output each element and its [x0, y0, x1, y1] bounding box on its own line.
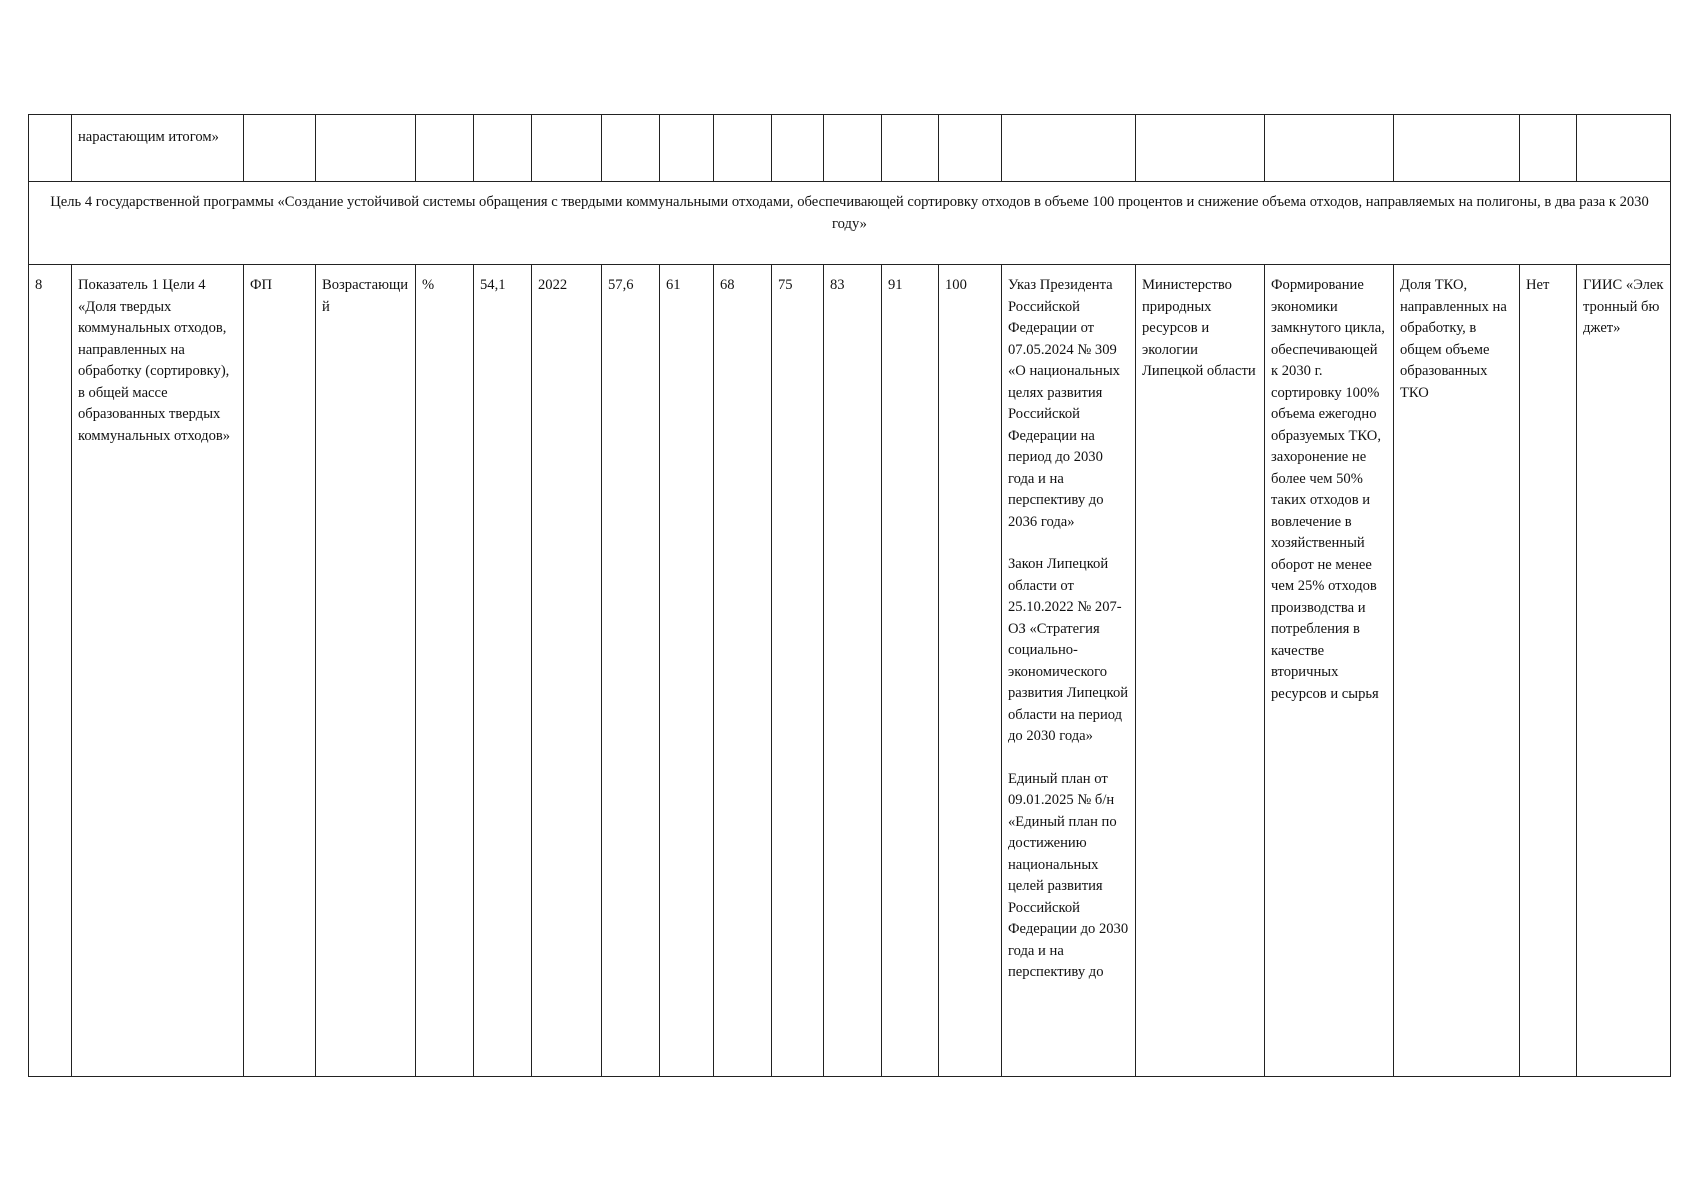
indicator-row [29, 265, 1671, 1077]
cell-empty [824, 115, 882, 182]
goal-text: Цель 4 государственной программы «Создание устойчивой системы обращения с твердыми коммунальными отходами, обеспечивающей сортировку отходов в объеме 100 процентов и снижение объема отходов, направляемых на полигоны, в два раза к 2030 году» [29, 182, 1671, 265]
cell-empty [882, 115, 939, 182]
indicator-value-6: 91 [882, 265, 939, 1077]
document-2: Закон Липецкой области от 25.10.2022 № 207-ОЗ «Стратегия социально-экономического развития Липецкой области на период до 2030 года» [1008, 556, 1129, 744]
cell-empty [602, 115, 660, 182]
cell-empty [714, 115, 772, 182]
indicator-number: 8 [29, 265, 72, 1077]
cell-empty [939, 115, 1002, 182]
indicator-base-value: 54,1 [474, 265, 532, 1077]
indicator-national-goal: Формирование экономики замкнутого цикла, обеспечивающей к 2030 г. сортировку 100% объема ежегодно образуемых ТКО, захоронение не более чем 50% таких отходов и вовлечение в хозяйственный оборот не менее чем 25% отходов производства и потребления в качестве вторичных ресурсов и сырья [1265, 265, 1394, 1077]
cell-empty [660, 115, 714, 182]
cell-empty [244, 115, 316, 182]
indicator-gis-flag: Нет [1520, 265, 1577, 1077]
indicator-unit: % [416, 265, 474, 1077]
goal-row [29, 182, 1671, 265]
indicator-value-1: 57,6 [602, 265, 660, 1077]
cell-empty [1136, 115, 1265, 182]
cell-name-tail: нарастающим итогом» [72, 115, 244, 182]
indicator-responsible: Министерство природных ресурсов и экологии Липецкой области [1136, 265, 1265, 1077]
cell-number [29, 115, 72, 182]
indicators-table [28, 114, 1671, 1077]
indicator-national-indicator: Доля ТКО, направленных на обработку, в общем объеме образованных ТКО [1394, 265, 1520, 1077]
indicator-base-year: 2022 [532, 265, 602, 1077]
cell-empty [316, 115, 416, 182]
cell-empty [1577, 115, 1671, 182]
indicator-value-2: 61 [660, 265, 714, 1077]
cell-empty [532, 115, 602, 182]
cell-empty [772, 115, 824, 182]
cell-empty [1002, 115, 1136, 182]
indicator-info-system: ГИИС «Электронный бюджет» [1577, 265, 1671, 1077]
cell-empty [416, 115, 474, 182]
continuation-row [29, 115, 1671, 182]
indicator-name: Показатель 1 Цели 4 «Доля твердых коммунальных отходов, направленных на обработку (сортировку), в общей массе образованных твердых коммунальных отходов» [72, 265, 244, 1077]
indicator-value-7: 100 [939, 265, 1002, 1077]
cell-empty [1394, 115, 1520, 182]
indicator-value-3: 68 [714, 265, 772, 1077]
cell-empty [474, 115, 532, 182]
document-1: Указ Президента Российской Федерации от 07.05.2024 № 309 «О национальных целях развития Российской Федерации на период до 2030 года и на перспективу до 2036 года» [1008, 277, 1120, 530]
cell-empty [1520, 115, 1577, 182]
indicator-level: ФП [244, 265, 316, 1077]
document-3: Единый план от 09.01.2025 № б/н «Единый план по достижению национальных целей развития Российской Федерации до 2030 года и на перспективу до [1008, 770, 1129, 980]
indicator-value-5: 83 [824, 265, 882, 1077]
indicator-trend: Возрастающий [316, 265, 416, 1077]
cell-empty [1265, 115, 1394, 182]
indicator-value-4: 75 [772, 265, 824, 1077]
indicator-documents [1002, 265, 1136, 1077]
